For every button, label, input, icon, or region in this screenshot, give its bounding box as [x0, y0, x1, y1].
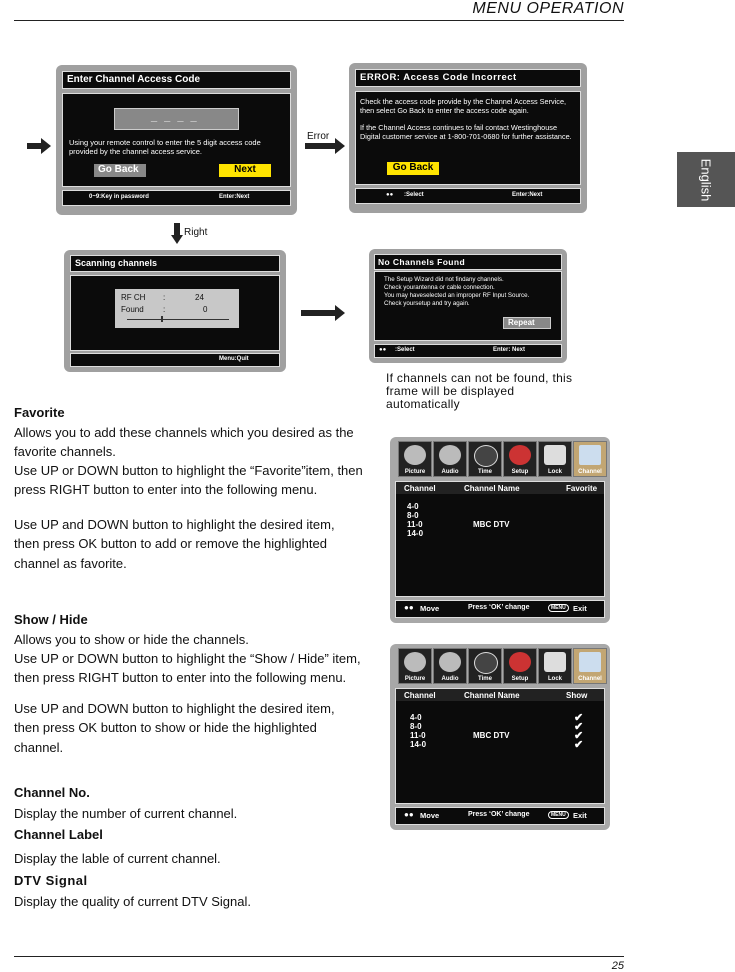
check-icon[interactable]: ✔: [574, 739, 584, 751]
favorite-list-panel: [395, 481, 605, 597]
move-icon: ●●: [404, 810, 414, 819]
favorite-paragraph-3: Use UP and DOWN button to highlight the desired item, then press OK button to add or remove the highlighted channel as favorite.: [14, 517, 335, 571]
channel-no-text: Display the number of current channel.: [14, 806, 238, 821]
exit-label: Exit: [573, 604, 587, 613]
code-input-box: [114, 108, 239, 130]
footer-divider: [14, 956, 624, 957]
scan-progress-bar: [127, 319, 229, 320]
column-channel: Channel: [404, 484, 436, 493]
page-header-title: MENU OPERATION: [472, 0, 624, 17]
move-icon: ●●: [404, 603, 414, 612]
check-icon[interactable]: ✔: [574, 721, 584, 733]
show-menu-screen: [390, 644, 610, 830]
no-channels-screen: [369, 249, 567, 363]
hint-enter-next: Enter:Next: [219, 194, 250, 200]
rf-ch-value: 24: [195, 293, 204, 302]
arrow-right-icon: [301, 308, 345, 318]
list-item[interactable]: 4-0: [410, 713, 422, 722]
menu-footer: [395, 807, 605, 825]
setup-icon[interactable]: Setup: [503, 648, 537, 684]
show-hide-paragraph-1: Allows you to show or hide the channels.: [14, 632, 249, 647]
access-code-title: Enter Channel Access Code: [67, 74, 201, 85]
error-message-2: If the Channel Access continues to fail contact Westinghouse Digital customer service at 1-800-701-0680 for further assistance.: [360, 123, 572, 141]
time-icon[interactable]: Time: [468, 648, 502, 684]
column-channel: Channel: [404, 691, 436, 700]
found-label: Found: [121, 305, 144, 314]
list-item[interactable]: 4-0: [407, 502, 419, 511]
favorite-paragraph-1: Allows you to add these channels which you desired as the favorite channels.: [14, 425, 354, 460]
column-favorite: Favorite: [566, 484, 598, 493]
column-show: Show: [566, 691, 588, 700]
list-item[interactable]: 11-0: [407, 520, 423, 529]
no-channels-caption: If channels can not be found, this frame will be displayed automatically: [386, 371, 573, 411]
audio-icon[interactable]: Audio: [433, 648, 467, 684]
column-channel-name: Channel Name: [464, 484, 520, 493]
header-divider: [14, 20, 624, 21]
favorite-heading: Favorite: [14, 405, 65, 420]
picture-icon[interactable]: Picture: [398, 648, 432, 684]
check-icon[interactable]: ✔: [574, 730, 584, 742]
move-label: Move: [420, 811, 440, 820]
code-mask: _ _ _ _: [151, 111, 199, 123]
dtv-signal-heading: DTV Signal: [14, 873, 88, 888]
no-channels-line-3: You may haveselected an improper RF Input Source.: [384, 292, 530, 299]
go-back-button[interactable]: Go Back: [387, 162, 439, 175]
list-item[interactable]: 14-0: [410, 740, 427, 749]
channel-label-text: Display the lable of current channel.: [14, 851, 221, 866]
lock-icon[interactable]: Lock: [538, 648, 572, 684]
list-item[interactable]: 14-0: [407, 529, 424, 538]
channel-name: MBC DTV: [473, 520, 510, 529]
hint-select: :Select: [395, 347, 415, 353]
menu-icon-bar: [393, 437, 607, 479]
page-number: 25: [611, 960, 624, 972]
list-item[interactable]: 8-0: [407, 511, 419, 520]
exit-label: Exit: [573, 811, 587, 820]
menu-icon-bar: [393, 644, 607, 686]
arrow-right-icon: [305, 141, 345, 151]
show-hide-heading: Show / Hide: [14, 612, 88, 627]
found-value: 0: [203, 305, 208, 314]
column-channel-name: Channel Name: [464, 691, 520, 700]
scan-status-box: RF CH : 24 Found : 0: [115, 289, 239, 328]
show-hide-paragraph-2: Use UP or DOWN button to highlight the “Show / Hide” item, then press RIGHT button to enter into the following menu.: [14, 651, 361, 686]
list-item[interactable]: 8-0: [410, 722, 422, 731]
setup-icon[interactable]: Setup: [503, 441, 537, 477]
show-hide-paragraph-3: Use UP and DOWN button to highlight the desired item, then press OK button to show or hide the highlighted channel.: [14, 701, 335, 755]
hint-select: :Select: [404, 192, 424, 198]
hint-key-in: 0~9:Key in password: [89, 194, 149, 200]
hint-menu-quit: Menu:Quit: [219, 356, 249, 362]
error-screen: [349, 63, 587, 213]
error-arrow-label: Error: [307, 131, 330, 142]
channel-name: MBC DTV: [473, 731, 510, 740]
go-back-button[interactable]: Go Back: [94, 164, 146, 177]
menu-footer: [395, 600, 605, 618]
hint-enter-next: Enter: Next: [493, 347, 526, 353]
arrow-down-icon: [174, 223, 180, 235]
language-tab-label: English: [698, 158, 714, 201]
press-ok-label: Press ‘OK’ change: [468, 811, 530, 818]
move-label: Move: [420, 604, 440, 613]
channel-no-heading: Channel No.: [14, 785, 90, 800]
no-channels-line-2: Check yourantenna or cable connection.: [384, 284, 495, 291]
rf-ch-label: RF CH: [121, 293, 146, 302]
check-icon[interactable]: ✔: [574, 712, 584, 724]
press-ok-label: Press ‘OK’ change: [468, 604, 530, 611]
select-keys-icon: ●●: [386, 192, 394, 198]
no-channels-title: No Channels Found: [378, 257, 466, 267]
language-tab: [677, 152, 735, 207]
channel-icon[interactable]: Channel: [573, 648, 607, 684]
next-button[interactable]: Next: [219, 164, 271, 177]
right-arrow-label: Right: [184, 227, 208, 238]
dtv-signal-text: Display the quality of current DTV Signal.: [14, 894, 251, 909]
channel-label-heading: Channel Label: [14, 827, 103, 842]
hint-enter-next: Enter:Next: [512, 192, 543, 198]
arrow-right-icon: [27, 141, 51, 151]
channel-icon[interactable]: Channel: [573, 441, 607, 477]
scanning-title: Scanning channels: [75, 258, 158, 268]
show-list-panel: [395, 688, 605, 804]
menu-key-icon: MENU: [548, 811, 569, 819]
error-message-1: Check the access code provide by the Channel Access Service, then select Go Back to enter the access code again.: [360, 97, 567, 115]
list-item[interactable]: 11-0: [410, 731, 426, 740]
no-channels-line-4: Check yoursetup and try again.: [384, 300, 470, 307]
repeat-button[interactable]: Repeat: [503, 317, 551, 329]
lock-icon[interactable]: Lock: [538, 441, 572, 477]
menu-key-icon: MENU: [548, 604, 569, 612]
access-code-screen: [56, 65, 297, 215]
access-code-message: Using your remote control to enter the 5 digit access code provided by the channel access service.: [69, 138, 261, 156]
scanning-screen: [64, 250, 286, 372]
error-title: ERROR: Access Code Incorrect: [360, 72, 517, 83]
picture-icon[interactable]: Picture: [398, 441, 432, 477]
no-channels-line-1: The Setup Wizard did not findany channels.: [384, 276, 504, 283]
favorite-paragraph-2: Use UP or DOWN button to highlight the “Favorite”item, then press RIGHT button to enter into the following menu.: [14, 463, 363, 498]
favorite-menu-screen: [390, 437, 610, 623]
select-keys-icon: ●●: [379, 347, 387, 353]
audio-icon[interactable]: Audio: [433, 441, 467, 477]
time-icon[interactable]: Time: [468, 441, 502, 477]
scan-progress-marker: [161, 316, 163, 322]
